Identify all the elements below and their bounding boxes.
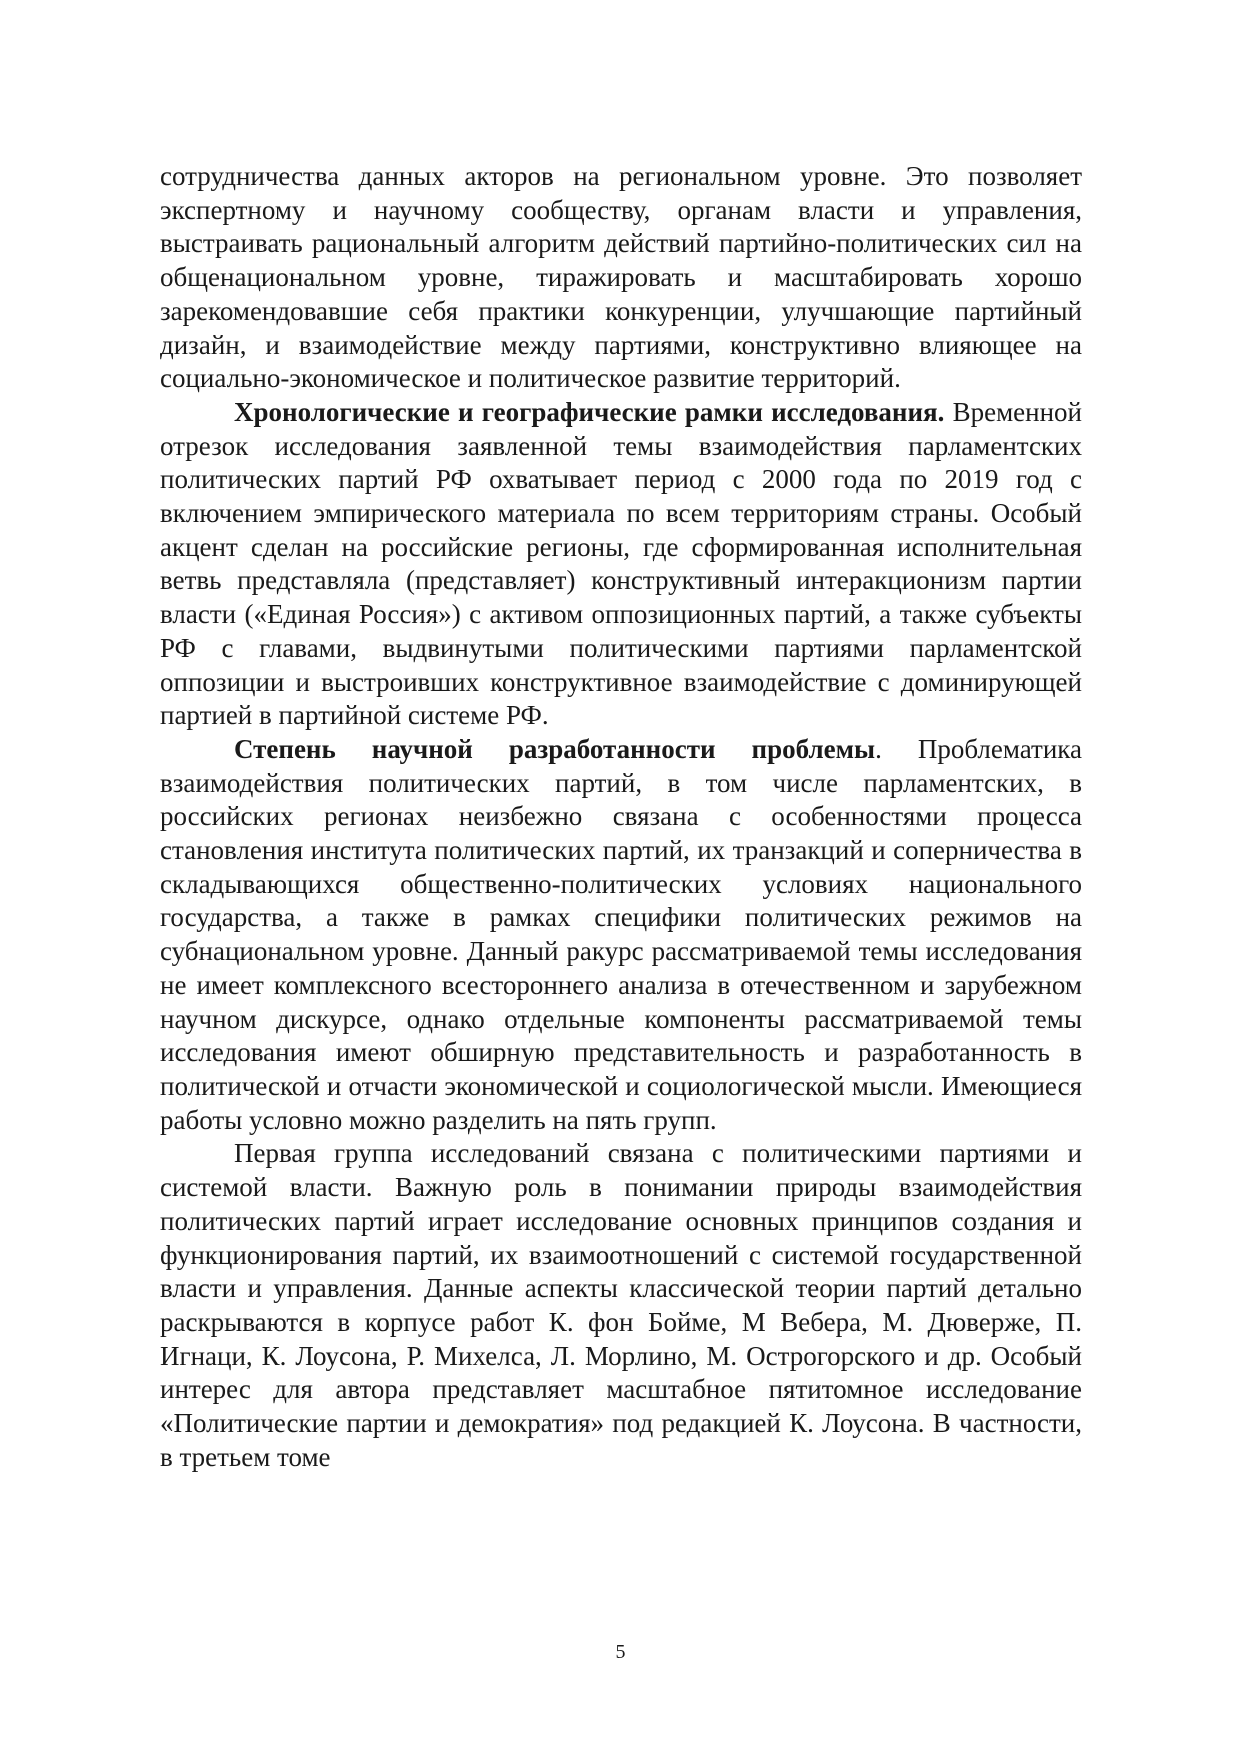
paragraph-text: сотрудничества данных акторов на региональном уровне. Это позволяет экспертному и научному сообществу, органам власти и управления, выстраивать рациональный алгоритм действий партийно-политических сил на общенациональном уровне, тиражировать и масштабировать хорошо зарекомендовавшие себя практики конкуренции, улучшающие партийный дизайн, и взаимодействие между партиями, конструктивно влияющее на социально-экономическое и политическое развитие территорий.	[160, 161, 1082, 394]
paragraph-chronological-frame	[160, 396, 1082, 733]
paragraph-continuation	[160, 160, 1082, 396]
paragraph-text: . Проблематика взаимодействия политических партий, в том числе парламентских, в российских регионах неизбежно связана с особенностями процесса становления института политических партий, их транзакций и соперничества в складывающихся общественно-политических условиях национального государства, а также в рамках специфики политических режимов на субнациональном уровне. Данный ракурс рассматриваемой темы исследования не имеет комплексного всестороннего анализа в отечественном и зарубежном научном дискурсе, однако отдельные компоненты рассматриваемой темы исследования имеют обширную представительность и разработанность в политической и отчасти экономической и социологической мысли. Имеющиеся работы условно можно разделить на пять групп.	[160, 733, 1082, 1135]
paragraph-text: Временной отрезок исследования заявленной темы взаимодействия парламентских политических партий РФ охватывает период с 2000 года по 2019 год с включением эмпирического материала по всем территориям страны. Особый акцент сделан на российские регионы, где сформированная исполнительная ветвь представляла (представляет) конструктивный интеракционизм партии власти («Единая Россия») с активом оппозиционных партий, а также субъекты РФ с главами, выдвинутыми политическими партиями парламентской оппозиции и выстроивших конструктивное взаимодействие с доминирующей партией в партийной системе РФ.	[160, 396, 1082, 731]
page-number: 5	[615, 1641, 626, 1663]
document-body	[160, 160, 1082, 1474]
paragraph-research-degree	[160, 733, 1082, 1137]
paragraph-heading: Степень научной разработанности проблемы	[234, 733, 876, 764]
paragraph-text: Первая группа исследований связана с политическими партиями и системой власти. Важную роль в понимании природы взаимодействия политических партий играет исследование основных принципов создания и функционирования партий, их взаимоотношений с системой государственной власти и управления. Данные аспекты классической теории партий детально раскрываются в корпусе работ К. фон Бойме, М Вебера, М. Дюверже, П. Игнаци, К. Лоусона, Р. Михелса, Л. Морлино, М. Острогорского и др. Особый интерес для автора представляет масштабное пятитомное исследование «Политические партии и демократия» под редакцией К. Лоусона. В частности, в третьем томе	[160, 1138, 1082, 1472]
paragraph-first-group	[160, 1137, 1082, 1474]
paragraph-heading: Хронологические и географические рамки исследования.	[234, 396, 945, 427]
